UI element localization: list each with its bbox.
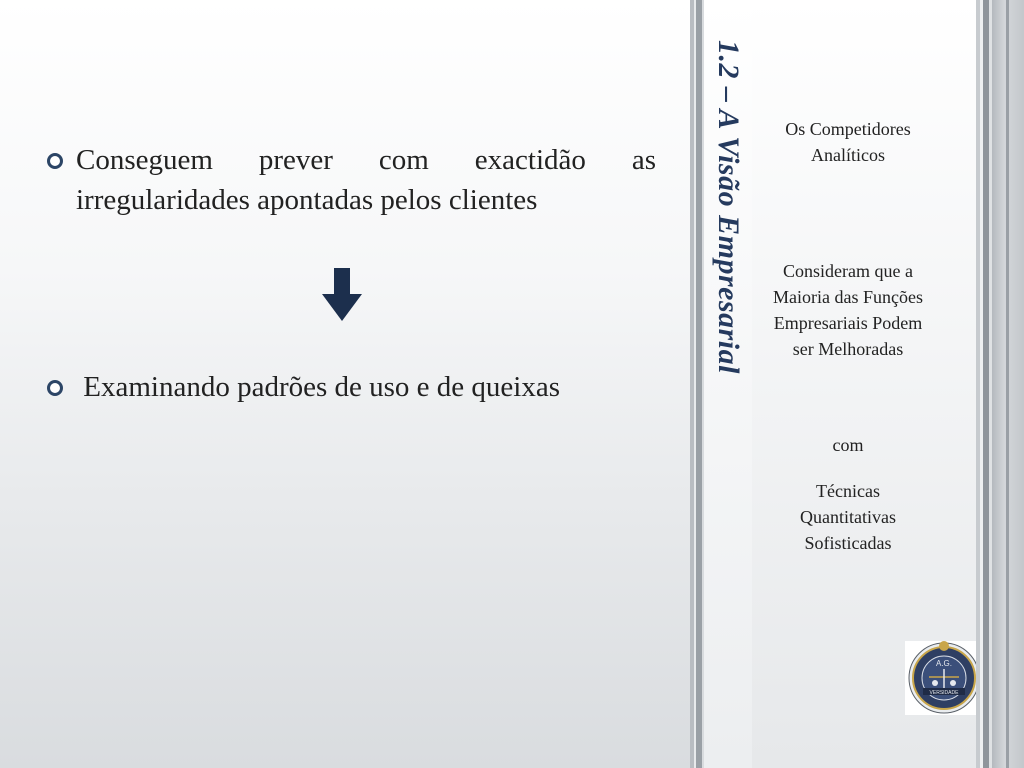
seal-logo-icon [905,641,985,715]
svg-text:VERSIDADE: VERSIDADE [929,690,959,696]
bullet-circle-icon [47,380,63,396]
svg-text:A.G.: A.G. [935,659,953,668]
side-note-techniques: Técnicas Quantitativas Sofisticadas [800,481,896,553]
bullet-list [42,140,656,220]
bullet-text: Examinando padrões de uso e de queixas [76,371,560,403]
side-note-competitors: Os Competidores Analíticos [785,119,911,165]
edge-strip [1006,0,1009,768]
bullet-text: Conseguem prever com exactidão as irregularidades apontadas pelos clientes [76,144,656,216]
arrow-down-icon [322,268,362,322]
arrow-down-svg [322,268,362,322]
side-note-with: com [832,435,864,455]
seal-logo-svg [905,641,985,715]
bullet-item [42,140,656,220]
slide-title: 1.2 – A Visão Empresarial [712,40,745,374]
side-note-consider: Consideram que a Maioria das Funções Empresariais Podem ser Melhoradas [773,261,923,359]
bullet-circle-icon [47,153,63,169]
bullet-item [42,367,656,407]
bullet-list-second [42,367,656,407]
